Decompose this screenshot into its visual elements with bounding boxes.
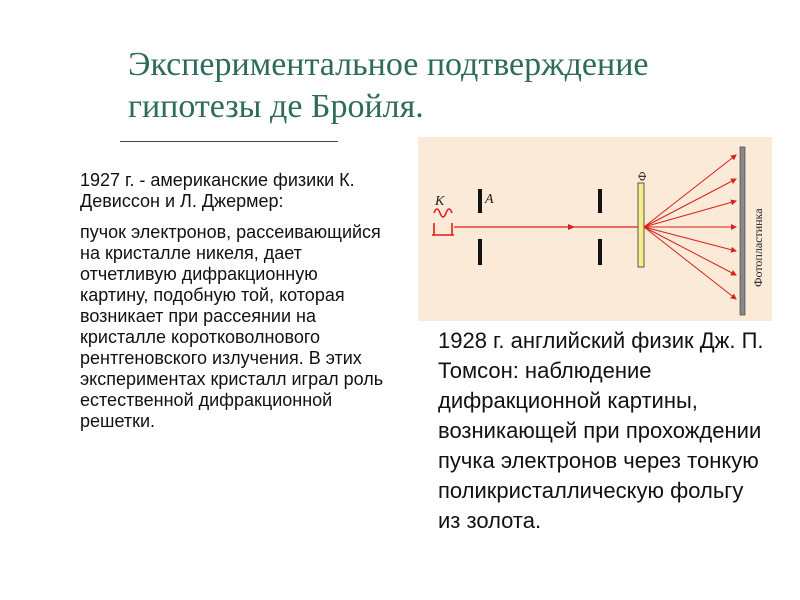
davisson-germer-description: пучок электронов, рассеивающийся на кристалле никеля, дает отчетливую дифракционную картину, подобную той, которая возникает при рассеянии на кристалле коротковолнового рентгеновского излучения. В этих экспериментах кристалл играл роль естественной дифракционной решетки. [80,222,384,431]
photo-plate [740,147,745,315]
title-divider [120,141,338,142]
davisson-germer-heading: 1927 г. - американские физики К. Девиссон и Л. Джермер: [80,170,355,211]
label-f: Ф [635,171,649,181]
cathode-filament-icon [432,209,454,235]
title-line-2: гипотезы де Бройля. [128,88,424,125]
anode-slit-bottom [478,239,482,265]
thomson-experiment-diagram [418,137,772,321]
label-a: А [485,192,494,207]
thomson-description: 1928 г. английский физик Дж. П. Томсон: наблюдение дифракционной картины, возникающей при прохождении пучка электронов через тонкую поликристаллическую фольгу из золота. [438,328,764,533]
left-text-block [80,170,390,442]
diaphragm-top [598,189,602,213]
slide-title [128,44,748,128]
title-line-1: Экспериментальное подтверждение [128,46,649,83]
label-plate: Фотопластинка [751,208,765,287]
diffracted-rays [644,155,736,299]
diaphragm-bottom [598,239,602,265]
diagram-svg [418,137,772,321]
label-k: К [435,194,445,209]
anode-slit-top [478,189,482,213]
right-text-block [438,326,768,536]
gold-foil [638,183,644,267]
beam-arrow-icon [568,224,575,230]
